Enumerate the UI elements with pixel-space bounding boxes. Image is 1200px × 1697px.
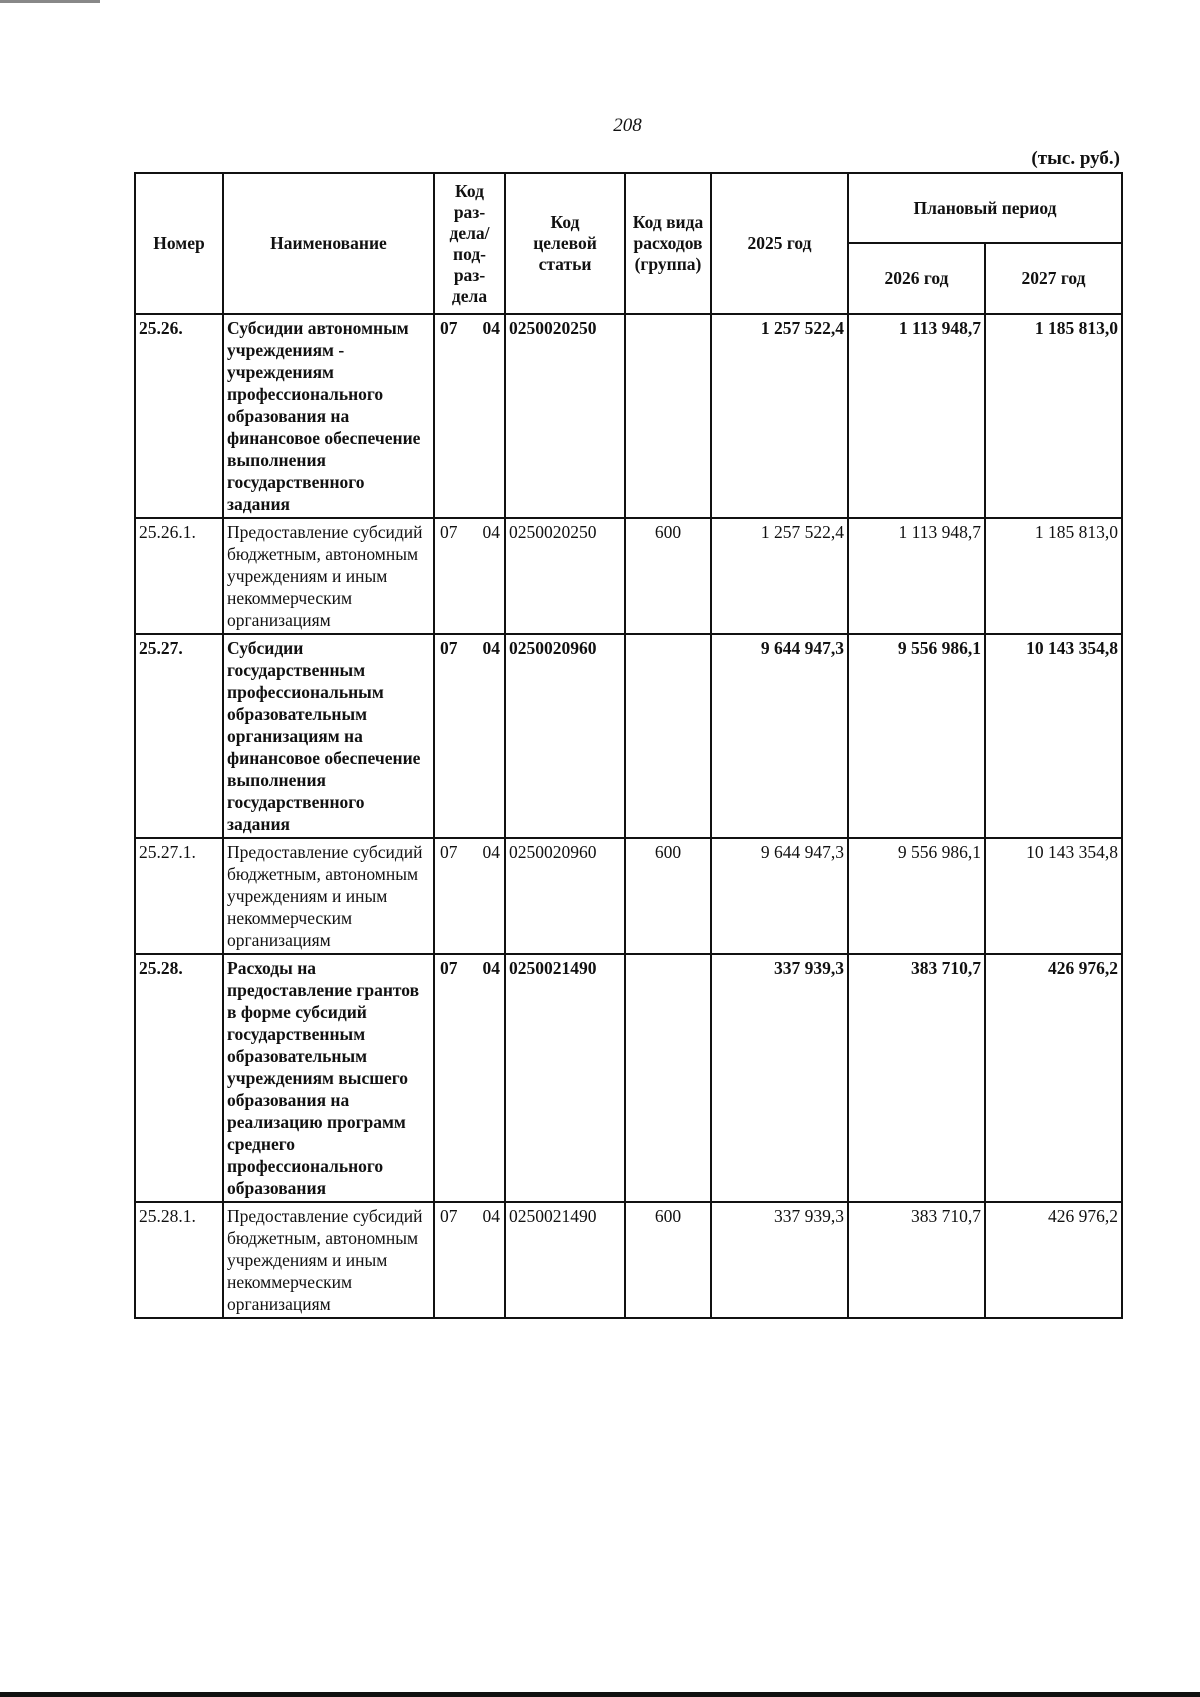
header-planned-period: Плановый период bbox=[848, 173, 1122, 243]
razdel: 07 bbox=[440, 958, 458, 978]
row-2025: 9 644 947,3 bbox=[711, 634, 848, 838]
row-2025: 1 257 522,4 bbox=[711, 518, 848, 634]
header-section-code: Код раз- дела/ под- раз- дела bbox=[434, 173, 505, 314]
row-section-code bbox=[434, 314, 505, 518]
page-number: 208 bbox=[613, 115, 642, 136]
table-row bbox=[135, 634, 1122, 838]
row-name: Предоставление субсидий бюджетным, автономным учреждениям и иным некоммерческим организациям bbox=[223, 838, 434, 954]
header-year-2027: 2027 год bbox=[985, 243, 1122, 314]
row-2027: 426 976,2 bbox=[985, 1202, 1122, 1318]
row-2026: 9 556 986,1 bbox=[848, 634, 985, 838]
units-label: (тыс. руб.) bbox=[1031, 148, 1120, 169]
row-expense-type: 600 bbox=[625, 1202, 711, 1318]
row-section-code bbox=[434, 954, 505, 1202]
table-row bbox=[135, 518, 1122, 634]
razdel: 07 bbox=[440, 318, 458, 338]
row-number: 25.27. bbox=[135, 634, 223, 838]
row-name: Субсидии государственным профессиональным образовательным организациям на финансовое обеспечение выполнения государственного задания bbox=[223, 634, 434, 838]
row-expense-type bbox=[625, 634, 711, 838]
row-expense-type: 600 bbox=[625, 838, 711, 954]
header-name: Наименование bbox=[223, 173, 434, 314]
row-name: Предоставление субсидий бюджетным, автономным учреждениям и иным некоммерческим организациям bbox=[223, 518, 434, 634]
row-name: Субсидии автономным учреждениям - учреждениям профессионального образования на финансовое обеспечение выполнения государственного задания bbox=[223, 314, 434, 518]
podrazdel: 04 bbox=[482, 958, 500, 978]
row-target-code: 0250020250 bbox=[505, 314, 625, 518]
row-name: Расходы на предоставление грантов в форме субсидий государственным образовательным учреждениям высшего образования на реализацию программ среднего профессионального образования bbox=[223, 954, 434, 1202]
row-2026: 1 113 948,7 bbox=[848, 518, 985, 634]
row-section-code bbox=[434, 634, 505, 838]
header-year-2025: 2025 год bbox=[711, 173, 848, 314]
podrazdel: 04 bbox=[482, 522, 500, 542]
razdel: 07 bbox=[440, 638, 458, 658]
razdel: 07 bbox=[440, 842, 458, 862]
row-section-code bbox=[434, 838, 505, 954]
row-section-code bbox=[434, 1202, 505, 1318]
razdel: 07 bbox=[440, 1206, 458, 1226]
header-year-2026: 2026 год bbox=[848, 243, 985, 314]
table-row bbox=[135, 314, 1122, 518]
header-expense-type: Код вида расходов (группа) bbox=[625, 173, 711, 314]
budget-table bbox=[134, 172, 1123, 1319]
row-2026: 9 556 986,1 bbox=[848, 838, 985, 954]
podrazdel: 04 bbox=[482, 1206, 500, 1226]
table-row bbox=[135, 1202, 1122, 1318]
row-target-code: 0250020960 bbox=[505, 838, 625, 954]
row-expense-type bbox=[625, 314, 711, 518]
row-section-code bbox=[434, 518, 505, 634]
row-number: 25.26. bbox=[135, 314, 223, 518]
row-2027: 426 976,2 bbox=[985, 954, 1122, 1202]
row-2027: 10 143 354,8 bbox=[985, 838, 1122, 954]
row-2026: 1 113 948,7 bbox=[848, 314, 985, 518]
row-name: Предоставление субсидий бюджетным, автономным учреждениям и иным некоммерческим организациям bbox=[223, 1202, 434, 1318]
row-target-code: 0250021490 bbox=[505, 954, 625, 1202]
scan-edge-mark bbox=[0, 0, 100, 3]
scan-bottom-edge bbox=[0, 1692, 1200, 1697]
row-2025: 1 257 522,4 bbox=[711, 314, 848, 518]
row-number: 25.28.1. bbox=[135, 1202, 223, 1318]
row-2025: 337 939,3 bbox=[711, 1202, 848, 1318]
podrazdel: 04 bbox=[482, 842, 500, 862]
podrazdel: 04 bbox=[482, 638, 500, 658]
row-2027: 10 143 354,8 bbox=[985, 634, 1122, 838]
header-row-1 bbox=[135, 173, 1122, 243]
table-row bbox=[135, 954, 1122, 1202]
row-2027: 1 185 813,0 bbox=[985, 518, 1122, 634]
row-expense-type bbox=[625, 954, 711, 1202]
row-target-code: 0250021490 bbox=[505, 1202, 625, 1318]
row-2027: 1 185 813,0 bbox=[985, 314, 1122, 518]
row-2025: 9 644 947,3 bbox=[711, 838, 848, 954]
row-2026: 383 710,7 bbox=[848, 954, 985, 1202]
row-target-code: 0250020960 bbox=[505, 634, 625, 838]
row-number: 25.26.1. bbox=[135, 518, 223, 634]
table-row bbox=[135, 838, 1122, 954]
row-2026: 383 710,7 bbox=[848, 1202, 985, 1318]
podrazdel: 04 bbox=[482, 318, 500, 338]
row-2025: 337 939,3 bbox=[711, 954, 848, 1202]
row-target-code: 0250020250 bbox=[505, 518, 625, 634]
row-expense-type: 600 bbox=[625, 518, 711, 634]
row-number: 25.28. bbox=[135, 954, 223, 1202]
razdel: 07 bbox=[440, 522, 458, 542]
row-number: 25.27.1. bbox=[135, 838, 223, 954]
header-target-code: Код целевой статьи bbox=[505, 173, 625, 314]
header-number: Номер bbox=[135, 173, 223, 314]
